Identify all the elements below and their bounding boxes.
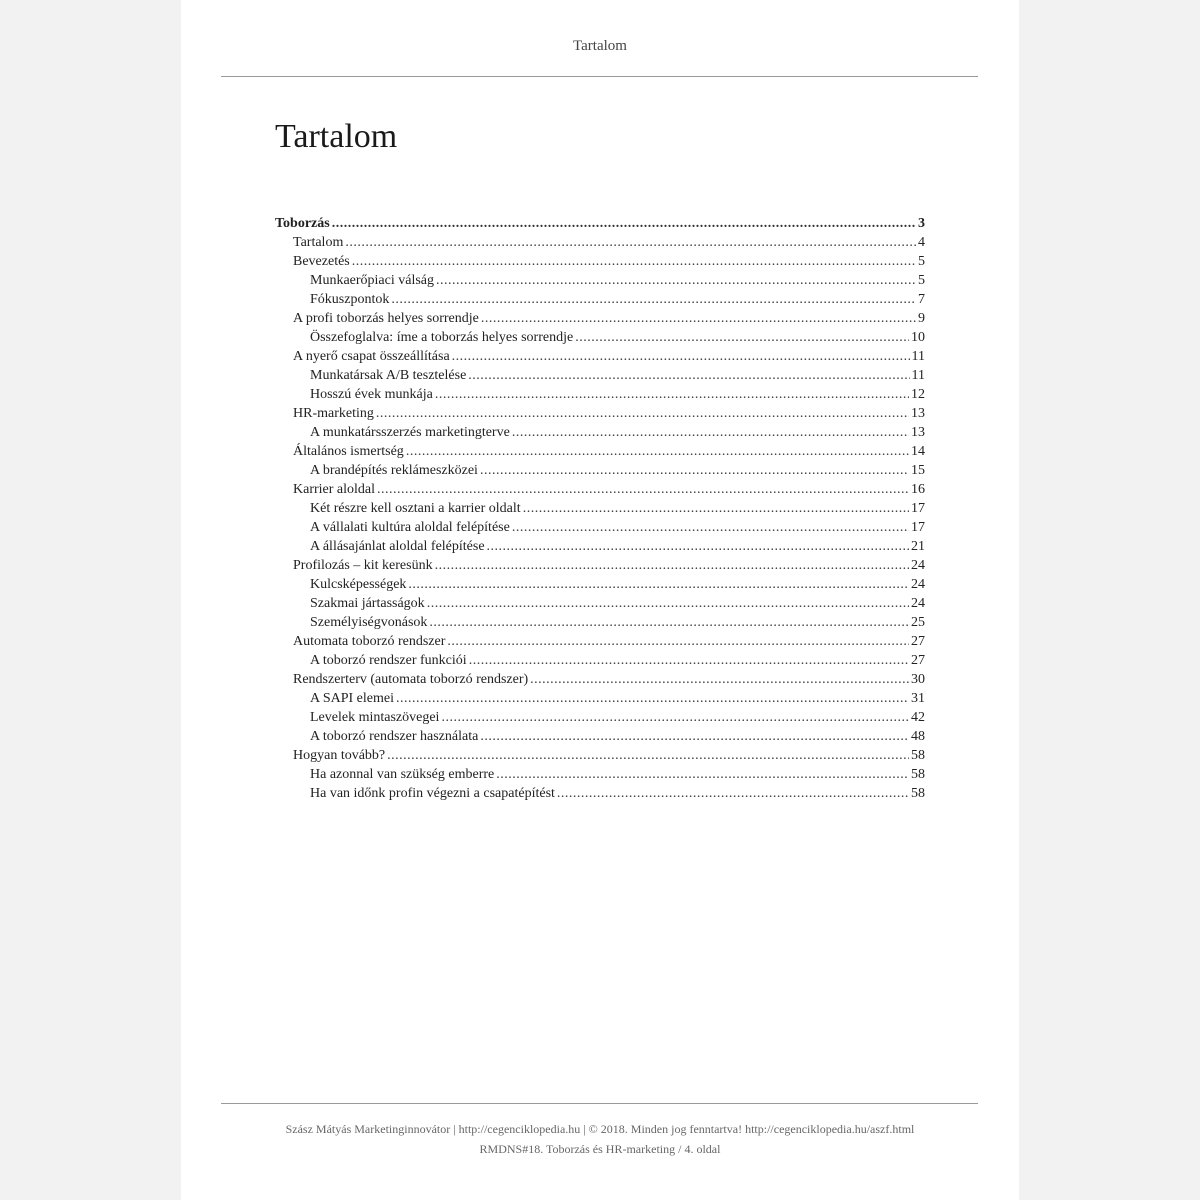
toc-entry-title: Ha van időnk profin végezni a csapatépítést [310,786,555,801]
toc-dot-leader [496,765,909,784]
toc-page-number: 13 [911,425,925,440]
toc-page-number: 31 [911,691,925,706]
toc-entry[interactable] [275,404,925,423]
toc-entry[interactable] [275,784,925,803]
toc-entry[interactable] [275,252,925,271]
toc-dot-leader [512,423,909,442]
toc-entry[interactable] [275,461,925,480]
toc-entry-title: Általános ismertség [293,444,404,459]
toc-dot-leader [435,556,909,575]
toc-page-number: 30 [911,672,925,687]
header-divider [221,76,978,77]
toc-dot-leader [391,290,916,309]
toc-page-number: 5 [918,254,925,269]
toc-page-number: 5 [918,273,925,288]
toc-page-number: 24 [911,558,925,573]
toc-page-number: 58 [911,748,925,763]
page-title: Tartalom [275,118,398,155]
toc-dot-leader [436,271,916,290]
toc-dot-leader [480,461,909,480]
toc-entry-title: Automata toborzó rendszer [293,634,446,649]
toc-entry[interactable] [275,480,925,499]
toc-page-number: 48 [911,729,925,744]
toc-page-number: 27 [911,634,925,649]
toc-entry[interactable] [275,366,925,385]
footer-page-info: RMDNS#18. Toborzás és HR-marketing / 4. oldal [479,1142,721,1156]
toc-entry[interactable] [275,594,925,613]
toc-dot-leader [406,442,909,461]
toc-entry-title: Profilozás – kit keresünk [293,558,433,573]
toc-page-number: 15 [911,463,925,478]
toc-entry[interactable] [275,708,925,727]
toc-dot-leader [447,632,909,651]
toc-entry[interactable] [275,290,925,309]
toc-entry[interactable] [275,670,925,689]
toc-dot-leader [469,651,909,670]
toc-page-number: 4 [918,235,925,250]
toc-dot-leader [441,708,909,727]
toc-entry-title: Személyiségvonások [310,615,428,630]
toc-entry[interactable] [275,385,925,404]
toc-dot-leader [345,233,916,252]
toc-entry[interactable] [275,423,925,442]
toc-page-number: 42 [911,710,925,725]
toc-page-number: 3 [918,216,925,231]
toc-page-number: 14 [911,444,925,459]
toc-entry-title: Fókuszpontok [310,292,390,307]
toc-page-number: 21 [911,539,925,554]
toc-entry[interactable] [275,328,925,347]
toc-entry-title: Levelek mintaszövegei [310,710,440,725]
toc-dot-leader [557,784,909,803]
toc-page-number: 11 [911,349,925,364]
toc-dot-leader [575,328,909,347]
toc-entry[interactable] [275,347,925,366]
toc-page-number: 24 [911,577,925,592]
toc-dot-leader [429,613,909,632]
toc-entry-title: Két részre kell osztani a karrier oldalt [310,501,521,516]
document-page [181,0,1019,1200]
toc-page-number: 12 [911,387,925,402]
toc-dot-leader [387,746,909,765]
toc-entry-title: A munkatársszerzés marketingterve [310,425,510,440]
toc-entry-title: A nyerő csapat összeállítása [293,349,450,364]
toc-entry[interactable] [275,689,925,708]
toc-dot-leader [396,689,909,708]
running-header: Tartalom [573,38,627,54]
toc-page-number: 11 [911,368,925,383]
toc-entry[interactable] [275,727,925,746]
toc-dot-leader [452,347,910,366]
toc-entry[interactable] [275,499,925,518]
toc-entry-title: Toborzás [275,216,330,231]
toc-entry[interactable] [275,214,925,233]
footer-divider [221,1103,978,1104]
toc-page-number: 58 [911,767,925,782]
toc-page-number: 25 [911,615,925,630]
toc-page-number: 17 [911,501,925,516]
toc-page-number: 10 [911,330,925,345]
toc-dot-leader [523,499,909,518]
toc-entry[interactable] [275,575,925,594]
toc-page-number: 9 [918,311,925,326]
toc-entry[interactable] [275,442,925,461]
toc-entry[interactable] [275,632,925,651]
toc-entry-title: Munkatársak A/B tesztelése [310,368,467,383]
toc-entry[interactable] [275,765,925,784]
toc-entry-title: A toborzó rendszer használata [310,729,479,744]
toc-page-number: 7 [918,292,925,307]
toc-entry[interactable] [275,518,925,537]
toc-entry-title: Kulcsképességek [310,577,407,592]
toc-page-number: 58 [911,786,925,801]
toc-dot-leader [352,252,916,271]
toc-dot-leader [332,214,916,233]
toc-page-number: 17 [911,520,925,535]
toc-page-number: 16 [911,482,925,497]
toc-entry-title: Karrier aloldal [293,482,376,497]
toc-entry-title: Hosszú évek munkája [310,387,433,402]
toc-entry-title: HR-marketing [293,406,374,421]
toc-entry[interactable] [275,233,925,252]
toc-entry-title: A SAPI elemei [310,691,394,706]
toc-dot-leader [377,480,909,499]
toc-entry[interactable] [275,746,925,765]
toc-entry[interactable] [275,556,925,575]
toc-entry-title: A profi toborzás helyes sorrendje [293,311,479,326]
toc-entry-title: A állásajánlat aloldal felépítése [310,539,485,554]
toc-entry-title: Hogyan tovább? [293,748,386,763]
toc-dot-leader [435,385,909,404]
toc-entry[interactable] [275,613,925,632]
toc-entry-title: Tartalom [293,235,344,250]
toc-entry[interactable] [275,651,925,670]
toc-entry-title: A brandépítés reklámeszközei [310,463,478,478]
toc-entry[interactable] [275,537,925,556]
footer-copyright: Szász Mátyás Marketinginnovátor | http://cegenciklopedia.hu | © 2018. Minden jog fenntartva! http://cegenciklopedia.hu/aszf.html [285,1122,915,1136]
toc-dot-leader [530,670,909,689]
toc-dot-leader [487,537,909,556]
toc-dot-leader [512,518,909,537]
toc-entry-title: Összefoglalva: íme a toborzás helyes sorrendje [310,330,574,345]
toc-entry[interactable] [275,309,925,328]
toc-entry-title: Munkaerőpiaci válság [310,273,435,288]
toc-entry-title: Bevezetés [293,254,350,269]
toc-entry-title: Rendszerterv (automata toborzó rendszer) [293,672,529,687]
toc-entry[interactable] [275,271,925,290]
toc-entry-title: A vállalati kultúra aloldal felépítése [310,520,510,535]
table-of-contents [275,214,925,803]
toc-entry-title: Szakmai jártasságok [310,596,425,611]
toc-dot-leader [481,309,916,328]
toc-entry-title: Ha azonnal van szükség emberre [310,767,495,782]
toc-dot-leader [408,575,909,594]
toc-page-number: 24 [911,596,925,611]
toc-dot-leader [376,404,909,423]
toc-dot-leader [480,727,909,746]
toc-entry-title: A toborzó rendszer funkciói [310,653,467,668]
toc-dot-leader [468,366,909,385]
toc-page-number: 27 [911,653,925,668]
toc-dot-leader [427,594,909,613]
toc-page-number: 13 [911,406,925,421]
